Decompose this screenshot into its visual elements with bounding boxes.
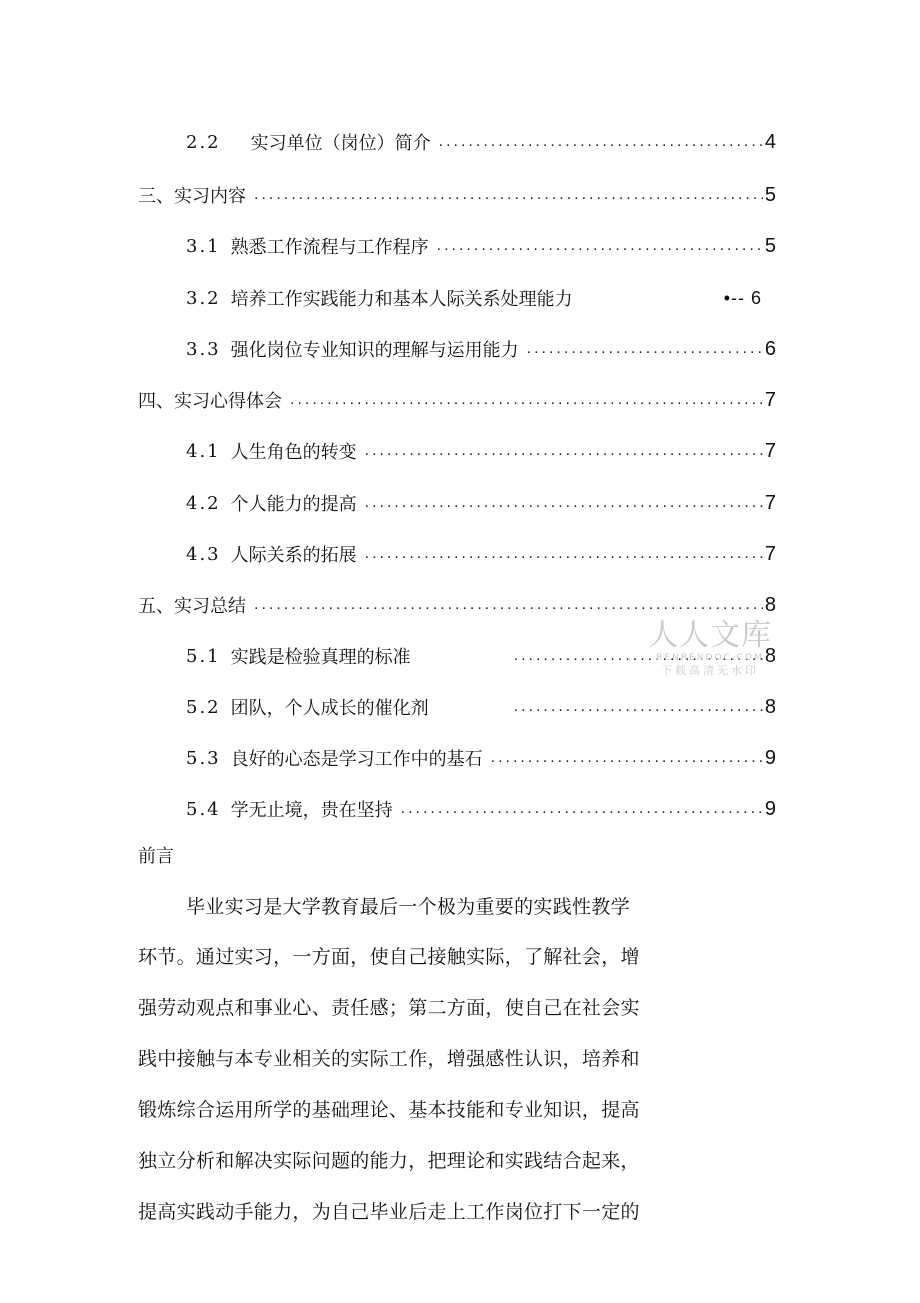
preface-line: 强劳动观点和事业心、责任感；第二方面，使自己在社会实	[138, 997, 640, 1019]
toc-leader-dots	[527, 340, 763, 358]
toc-entry[interactable]	[186, 436, 776, 466]
watermark-domain: RENRENDOC.COM	[656, 653, 764, 663]
toc-entry[interactable]	[186, 692, 776, 722]
toc-entry-number: 4.2	[186, 492, 221, 514]
toc-entry-title: 五、实习总结	[138, 596, 246, 617]
toc-entry-number: 4.3	[186, 543, 221, 565]
toc-entry-page: 8	[764, 644, 776, 667]
toc-entry-number: 5.2	[186, 696, 221, 718]
toc-entry-title: 四、实习心得体会	[138, 391, 282, 412]
preface-heading: 前言	[138, 846, 174, 867]
toc-leader-dots	[401, 800, 763, 818]
toc-entry-title: 人生角色的转变	[230, 442, 357, 463]
toc-entry[interactable]	[138, 590, 776, 620]
toc-entry-title: 实习单位（岗位）简介	[250, 133, 431, 154]
toc-entry-page: 8	[764, 695, 776, 718]
toc-leader-dots	[365, 442, 763, 460]
toc-entry[interactable]	[186, 283, 762, 313]
toc-entry-title: 培养工作实践能力和基本人际关系处理能力	[230, 289, 573, 310]
toc-entry[interactable]	[186, 488, 776, 518]
preface-line: 毕业实习是大学教育最后一个极为重要的实践性教学	[186, 896, 630, 918]
toc-entry-title: 实践是检验真理的标准	[230, 647, 411, 668]
toc-entry-number: 3.1	[186, 235, 221, 257]
preface-line: 独立分析和解决实际问题的能力，把理论和实践结合起来，	[138, 1150, 640, 1172]
toc-entry-page: 8	[764, 593, 776, 616]
toc-entry-page: 9	[764, 746, 776, 769]
toc-entry-page: 7	[764, 542, 776, 565]
toc-entry-page: 7	[764, 491, 776, 514]
toc-entry-title: 人际关系的拓展	[230, 545, 357, 566]
toc-entry-page: 5	[764, 234, 776, 257]
toc-entry-number: 5.4	[186, 798, 221, 820]
toc-entry-page: 9	[764, 797, 776, 820]
toc-entry-page: 7	[764, 388, 776, 411]
toc-leader-dots	[514, 698, 763, 716]
toc-entry[interactable]	[138, 385, 776, 415]
toc-entry-number: 3.2	[186, 287, 221, 309]
toc-entry[interactable]	[186, 231, 776, 261]
toc-entry-number: 3.3	[186, 338, 221, 360]
toc-leader-dots	[254, 186, 763, 204]
preface-line: 锻炼综合运用所学的基础理论、基本技能和专业知识，提高	[138, 1099, 640, 1121]
watermark	[645, 620, 775, 678]
toc-leader-dots	[290, 391, 763, 409]
toc-leader-dots	[365, 545, 763, 563]
toc-leader-dots	[437, 237, 763, 255]
watermark-logo-text: 人人文库	[648, 618, 772, 653]
toc-entry-title: 个人能力的提高	[230, 494, 357, 515]
toc-entry-page: •-- 6	[723, 287, 762, 308]
toc-entry-page: 7	[764, 439, 776, 462]
toc-leader-dots	[365, 494, 763, 512]
preface-line: 环节。通过实习，一方面，使自己接触实际，了解社会，增	[138, 946, 640, 968]
toc-entry-title: 良好的心态是学习工作中的基石	[230, 749, 483, 770]
toc-entry-number: 4.1	[186, 440, 221, 462]
toc-entry-number: 2.2	[186, 131, 221, 153]
toc-entry-page: 5	[764, 183, 776, 206]
toc-entry-page: 6	[764, 337, 776, 360]
toc-entry-number: 5.3	[186, 747, 221, 769]
preface-line: 践中接触与本专业相关的实际工作，增强感性认识，培养和	[138, 1048, 640, 1070]
toc-entry[interactable]	[186, 794, 776, 824]
toc-entry[interactable]	[186, 539, 776, 569]
toc-entry-title: 学无止境，贵在坚持	[230, 800, 393, 821]
toc-leader-dots	[439, 133, 763, 151]
toc-entry-title: 熟悉工作流程与工作程序	[230, 237, 429, 258]
toc-entry-number: 5.1	[186, 645, 221, 667]
toc-entry[interactable]	[186, 127, 776, 157]
toc-entry[interactable]	[186, 743, 776, 773]
preface-line: 提高实践动手能力，为自己毕业后走上工作岗位打下一定的	[138, 1201, 640, 1223]
toc-entry-title: 团队，个人成长的催化剂	[230, 698, 429, 719]
toc-entry[interactable]	[186, 334, 776, 364]
toc-entry[interactable]	[138, 180, 776, 210]
watermark-note: 下载高清无水印	[661, 664, 759, 677]
toc-entry-page: 4	[764, 130, 776, 153]
toc-leader-dots	[254, 596, 763, 614]
toc-entry-title: 强化岗位专业知识的理解与运用能力	[230, 340, 519, 361]
toc-leader-dots	[491, 749, 763, 767]
toc-entry-title: 三、实习内容	[138, 186, 246, 207]
